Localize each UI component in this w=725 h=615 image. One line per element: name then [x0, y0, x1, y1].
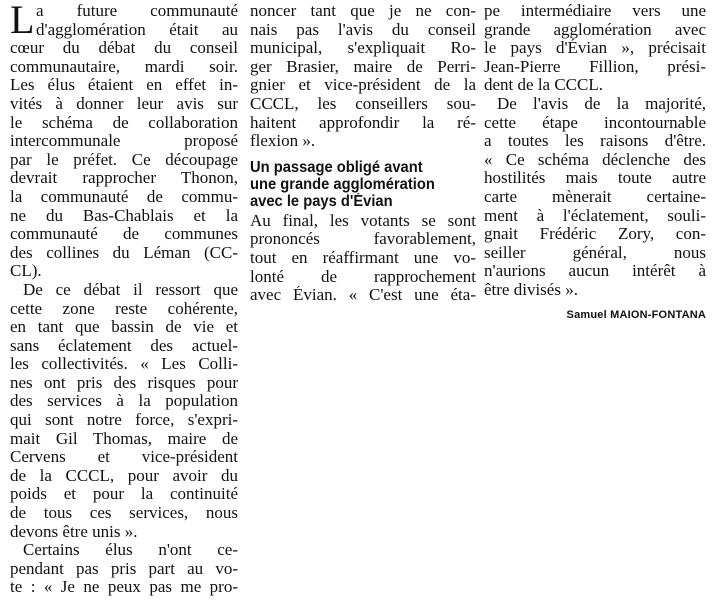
- text-line: pe intermédiaire vers une: [484, 2, 706, 20]
- text-line: devons être unis ».: [10, 522, 138, 541]
- column-2: [250, 2, 476, 305]
- text-line: lonté de rapprochement: [250, 267, 476, 286]
- text-line: le pays d'Évian », précisait: [484, 39, 706, 58]
- text-line: des services à la population: [10, 392, 238, 411]
- paragraph-4: [250, 2, 476, 151]
- text-line: en tant que bassin de vie et: [10, 318, 238, 337]
- heading-line: une grande agglomération: [250, 175, 435, 193]
- paragraph-2: [10, 281, 238, 541]
- text-line: vités à donner leur avis sur: [10, 94, 238, 113]
- text-line: être divisés ».: [484, 280, 578, 299]
- heading-line: Un passage obligé avant: [250, 158, 423, 176]
- text-line: cette zone reste cohérente,: [10, 299, 238, 318]
- text-line: haitent approfondir la ré-: [250, 113, 476, 132]
- text-line: dent de la CCCL.: [484, 76, 603, 95]
- paragraph-6: [484, 2, 706, 95]
- text-line: a toutes les raisons d'être.: [484, 132, 706, 151]
- text-line: Jean-Pierre Fillion, prési-: [484, 57, 706, 76]
- text-line: des collines du Léman (CC-: [10, 243, 238, 262]
- text-line: de tous ces services, nous: [10, 504, 238, 523]
- text-line: Cervens et vice-président: [10, 448, 238, 467]
- text-line: De l'avis de la majorité,: [497, 94, 706, 113]
- drop-cap: L: [10, 0, 35, 42]
- text-line: hostilités mais toute autre: [484, 169, 706, 188]
- text-line: cœur du débat du conseil: [10, 39, 238, 58]
- text-line: ment à l'éclatement, souli-: [484, 206, 706, 225]
- text-line: ger Brasier, maire de Perri-: [250, 57, 476, 76]
- text-line: mait Gil Thomas, maire de: [10, 429, 238, 448]
- text-line: a future communauté: [36, 2, 238, 20]
- text-line: nes ont pris des risques pour: [10, 373, 238, 392]
- paragraph-3: [10, 541, 238, 597]
- text-line: poids et pour la continuité: [10, 485, 238, 504]
- text-line: De ce débat il ressort que: [23, 280, 238, 299]
- text-line: CCCL, les conseillers sou-: [250, 94, 476, 113]
- text-line: la communauté de commu-: [10, 187, 238, 206]
- text-line: d'agglomération était au: [36, 20, 238, 39]
- heading-line: avec le pays d'Évian: [250, 192, 393, 210]
- text-line: « Ce schéma déclenche des: [484, 150, 706, 169]
- text-line: te : « Je ne peux pas me pro-: [10, 578, 238, 597]
- paragraph-5: [250, 212, 476, 305]
- text-line: le schéma de collaboration: [10, 113, 238, 132]
- text-line: nais pas l'avis du conseil: [250, 20, 476, 39]
- text-line: noncer tant que je ne con-: [250, 2, 476, 20]
- text-line: communautaire, mardi soir.: [10, 57, 238, 76]
- text-line: Certains élus n'ont ce-: [23, 541, 238, 560]
- text-line: cette étape incontournable: [484, 113, 706, 132]
- text-line: de la CCCL, pour avoir du: [10, 466, 238, 485]
- text-line: gnier et vice-président de la: [250, 76, 476, 95]
- text-line: n'aurions aucun intérêt à: [484, 262, 706, 281]
- text-line: intercommunale proposé: [10, 132, 238, 151]
- paragraph-1: [10, 2, 238, 281]
- text-line: grande agglomération avec: [484, 20, 706, 39]
- text-line: gnait Frédéric Zory, con-: [484, 225, 706, 244]
- text-line: pendant pas pris part au vo-: [10, 559, 238, 578]
- section-heading: [250, 159, 476, 210]
- text-line: ne du Bas-Chablais et la: [10, 206, 238, 225]
- text-line: par le préfet. Ce découpage: [10, 150, 238, 169]
- text-line: communauté de communes: [10, 225, 238, 244]
- paragraph-7: [484, 95, 706, 300]
- text-line: flexion ».: [250, 132, 316, 151]
- text-line: municipal, s'expliquait Ro-: [250, 39, 476, 58]
- text-line: les collectivités. « Les Colli-: [10, 355, 238, 374]
- text-line: CL).: [10, 262, 42, 281]
- text-line: qui sont notre force, s'expri-: [10, 411, 238, 430]
- text-line: avec Évian. « C'est une éta-: [250, 286, 476, 305]
- text-line: prononcés favorablement,: [250, 230, 476, 249]
- text-line: carte mènerait certaine-: [484, 187, 706, 206]
- column-1: [10, 2, 238, 597]
- text-line: Les élus étaient en effet in-: [10, 76, 238, 95]
- text-line: devrait rapprocher Thonon,: [10, 169, 238, 188]
- text-line: Au final, les votants se sont: [250, 211, 476, 230]
- text-line: tout en réaffirmant une vo-: [250, 248, 476, 267]
- text-line: sans éclatement des actuel-: [10, 336, 238, 355]
- column-3: [484, 2, 706, 321]
- author-signature: Samuel MAION-FONTANA: [566, 309, 706, 321]
- text-line: seiller général, nous: [484, 243, 706, 262]
